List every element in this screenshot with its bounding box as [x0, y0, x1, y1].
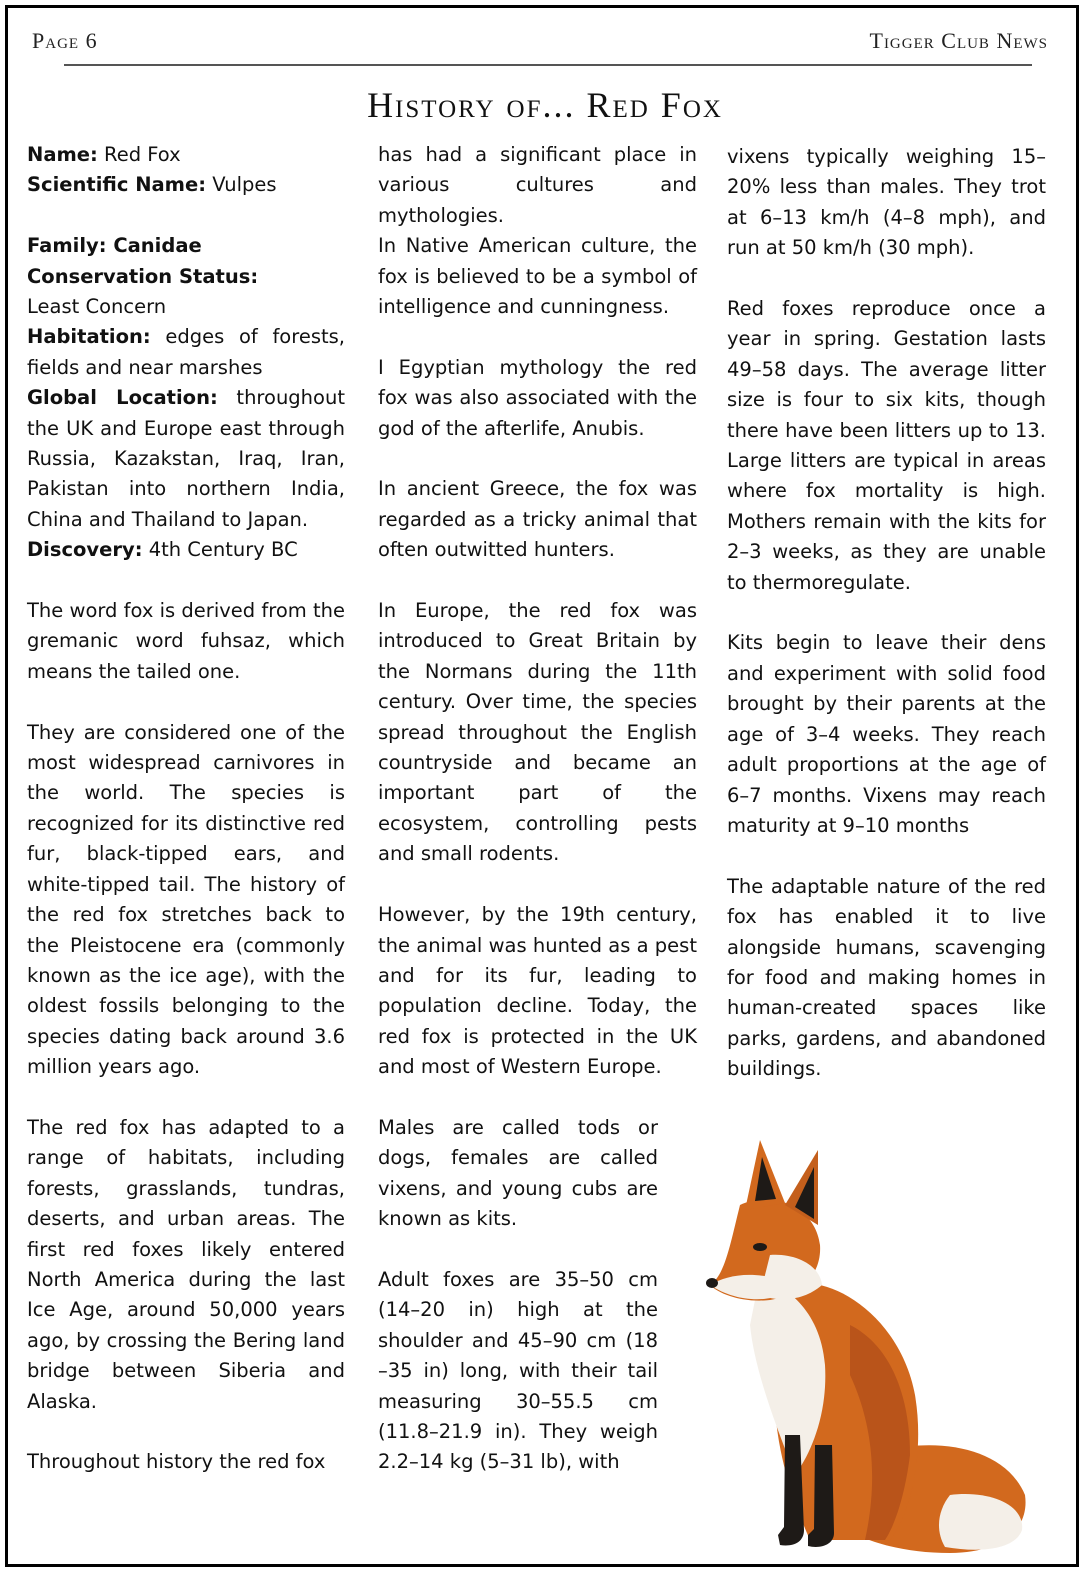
fact-family: Family: Canidae: [27, 234, 202, 258]
paragraph: vixens typically weighing 15–20% less than males. They trot at 6–13 km/h (4–8 mph), and run at 50 km/h (30 mph).: [727, 145, 1046, 260]
paragraph: I Egyptian mythology the red fox was also associated with the god of the afterlife, Anubis.: [378, 355, 697, 440]
red-fox-illustration: [700, 1135, 1030, 1555]
paragraph: Kits begin to leave their dens and experiment with solid food brought by their parents at the age of 3–4 weeks. They reach adult proportions at the age of 6–7 months. Vixens may reach maturity at 9–10 months: [727, 631, 1046, 837]
newsletter-title: Tigger Club News: [869, 28, 1048, 53]
paragraph: has had a significant place in various cultures and mythologies.: [378, 143, 697, 227]
fact-status-label: Conservation Status:: [27, 264, 259, 288]
paragraph: Males are called tods or dogs, females are called vixens, and young cubs are known as kits.: [378, 1115, 658, 1231]
paragraph: They are considered one of the most widespread carnivores in the world. The species is recognized for its distinctive red fur, black-tipped ears, and white-tipped tail. The history of the red fox stretches back to the Pleistocene era (commonly known as the ice age), with the oldest fossils belonging to the species dating back around 3.6 million years ago.: [27, 720, 345, 1079]
column-2: [378, 140, 697, 1508]
paragraph: Red foxes reproduce once a year in spring. Gestation lasts 49–58 days. The average litter size is four to six kits, though there have been litters up to 13. Large litters are typical in areas where fox mortality is high. Mothers remain with the kits for 2–3 weeks, as they are unable to thermoregulate.: [727, 297, 1046, 594]
paragraph: In Native American culture, the fox is believed to be a symbol of intelligence and cunningness.: [378, 234, 697, 319]
header-divider: [64, 64, 1032, 66]
fox-nose: [706, 1278, 718, 1288]
fact-name: Name: Red Fox: [27, 143, 181, 166]
fact-location: Global Location: throughout the UK and Europe east through Russia, Kazakstan, Iraq, Iran, Pakistan into northern India, China and Thailand to Japan.: [27, 386, 345, 531]
fact-scientific-name: Scientific Name: Vulpes: [27, 173, 277, 197]
fox-eye: [753, 1243, 767, 1251]
fact-discovery: Discovery: 4th Century BC: [27, 538, 298, 562]
page-number: Page 6: [32, 28, 98, 53]
paragraph: However, by the 19th century, the animal was hunted as a pest and for its fur, leading to population decline. Today, the red fox is protected in the UK and most of Western Europe.: [378, 903, 697, 1079]
paragraph: In Europe, the red fox was introduced to Great Britain by the Normans during the 11th century. Over time, the species spread throughout the English countryside and became an important part of the ecosystem, controlling pests and small rodents.: [378, 599, 697, 866]
paragraph: In ancient Greece, the fox was regarded as a tricky animal that often outwitted hunters.: [378, 477, 697, 562]
article-title: History of... Red Fox: [367, 85, 723, 125]
column-1: [27, 140, 345, 1508]
column-3: [727, 142, 1046, 1115]
paragraph: Throughout history the red fox: [27, 1450, 326, 1474]
paragraph: Adult foxes are 35–50 cm (14–20 in) high at the shoulder and 45–90 cm (18 –35 in) long, with their tail measuring 30–55.5 cm (11.8–21.9 in). They weigh 2.2–14 kg (5–31 lb), with: [378, 1267, 658, 1474]
fact-habitation: Habitation: edges of forests, fields and near marshes: [27, 325, 345, 379]
paragraph: The adaptable nature of the red fox has enabled it to live alongside humans, scavenging for food and making homes in human-created spaces like parks, gardens, and abandoned buildings.: [727, 874, 1046, 1081]
fact-status-value: Least Concern: [27, 295, 167, 319]
paragraph: The word fox is derived from the gremanic word fuhsaz, which means the tailed one.: [27, 599, 345, 683]
paragraph: The red fox has adapted to a range of habitats, including forests, grasslands, tundras, deserts, and urban areas. The first red foxes likely entered North America during the last Ice Age, around 50,000 years ago, by crossing the Bering land bridge between Siberia and Alaska.: [27, 1115, 345, 1413]
